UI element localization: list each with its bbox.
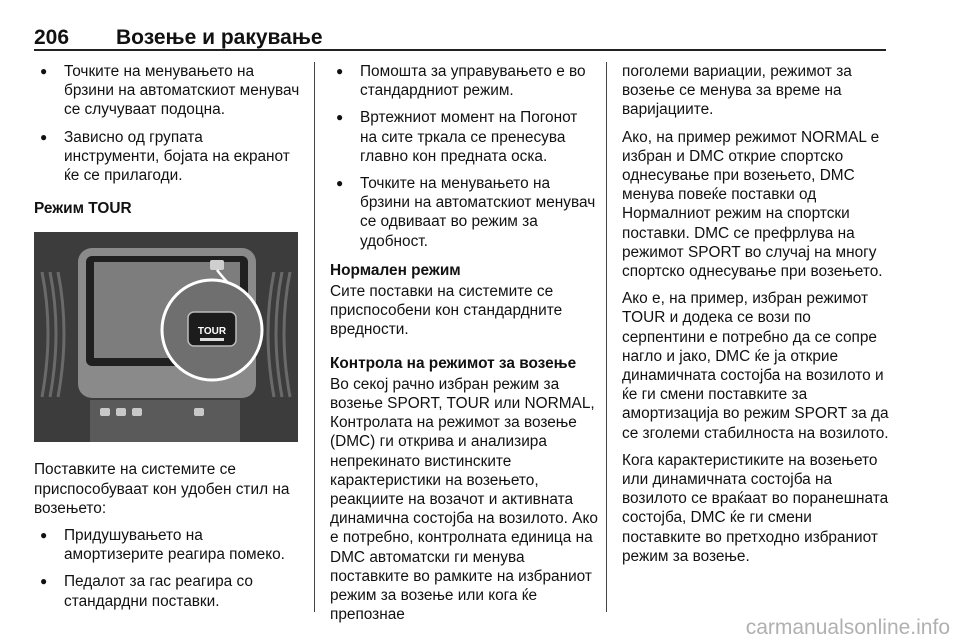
tour-button-label: TOUR — [197, 326, 227, 338]
list-item: ● Придушувањето на амортизерите реагира помеко. — [34, 526, 302, 564]
dashboard-illustration — [34, 232, 298, 442]
list-item: ● Точките на менувањето на брзини на автоматскиот менувач се случуваат подоцна. — [34, 62, 302, 120]
bullet-list-bottom — [34, 526, 302, 611]
bullet-list-top — [34, 62, 302, 185]
page-title: Возење и ракување — [116, 26, 323, 49]
paragraph: Кога карактеристиките на возењето или динамичната состојба на возилото се враќаат во поранешната состојба, DMC ќе ги смени поставките во претходно избраниот режим за возење. — [622, 451, 889, 565]
heading-drive-mode-control: Контрола на режимот за возење — [330, 354, 577, 372]
paragraph-tour: Поставките на системите се приспособуваат кон удобен стил на возењето: — [34, 461, 290, 517]
header-rule — [34, 49, 886, 51]
bullet-list — [330, 62, 598, 251]
paragraph-normal: Сите поставки на системите се приспособени кон стандардните вредности. — [330, 283, 563, 339]
list-item: ● Точките на менувањето на брзини на автоматскиот менувач се одвиваат во режим за удобност. — [330, 174, 598, 251]
list-item: ● Помошта за управувањето е во стандардниот режим. — [330, 62, 598, 100]
heading-tour-mode: Режим TOUR — [34, 200, 132, 218]
column-divider-1 — [314, 62, 315, 612]
column-divider-2 — [606, 62, 607, 612]
list-item: ● Вртежниот момент на Погонот на сите тркала се пренесува главно кон предната оска. — [330, 108, 598, 166]
column-3 — [622, 62, 890, 574]
paragraph: Ако, на пример режимот NORMAL е избран и DMC открие спортско однесување при возењето, DMC менува повеќе поставки од Нормалниот режим на спортски поставки. DMC се префрлува на режимот SPORT во случај на многу спортско однесување при возењето. — [622, 128, 883, 281]
page-number: 206 — [34, 26, 70, 49]
paragraph: поголеми вариации, режимот за возење се менува за време на варијациите. — [622, 63, 852, 119]
heading-normal-mode: Нормален режим — [330, 261, 461, 279]
column-1 — [34, 62, 302, 619]
dashboard-figure — [34, 232, 298, 442]
watermark: carmanualsonline.info — [745, 616, 950, 639]
paragraph-control: Во секој рачно избран режим за возење SPORT, TOUR или NORMAL, Контролата на режимот за возење (DMC) ги открива и анализира непрекинато вистинските карактеристики на возењето, реакциите на возачот и активната динамична состојба на возилото. Ако е потребно, контролната единица на DMC автоматски ги менува поставките во рамките на избраниот режим за возење или кога ќе препознае — [330, 375, 598, 624]
paragraph: Ако е, на пример, избран режимот TOUR и додека се вози по серпентини е потребно да се сопре нагло и јако, DMC ќе ја открие динамичната состојба на возилото и ќе ги смени поставките за амортизација во режим SPORT за да се зголеми стабилноста на возилото. — [622, 290, 889, 442]
column-2 — [330, 62, 598, 632]
list-item: ● Педалот за гас реагира со стандардни поставки. — [34, 572, 302, 610]
page-header — [34, 22, 886, 52]
list-item: ● Зависно од групата инструменти, бојата на екранот ќе се прилагоди. — [34, 128, 302, 186]
